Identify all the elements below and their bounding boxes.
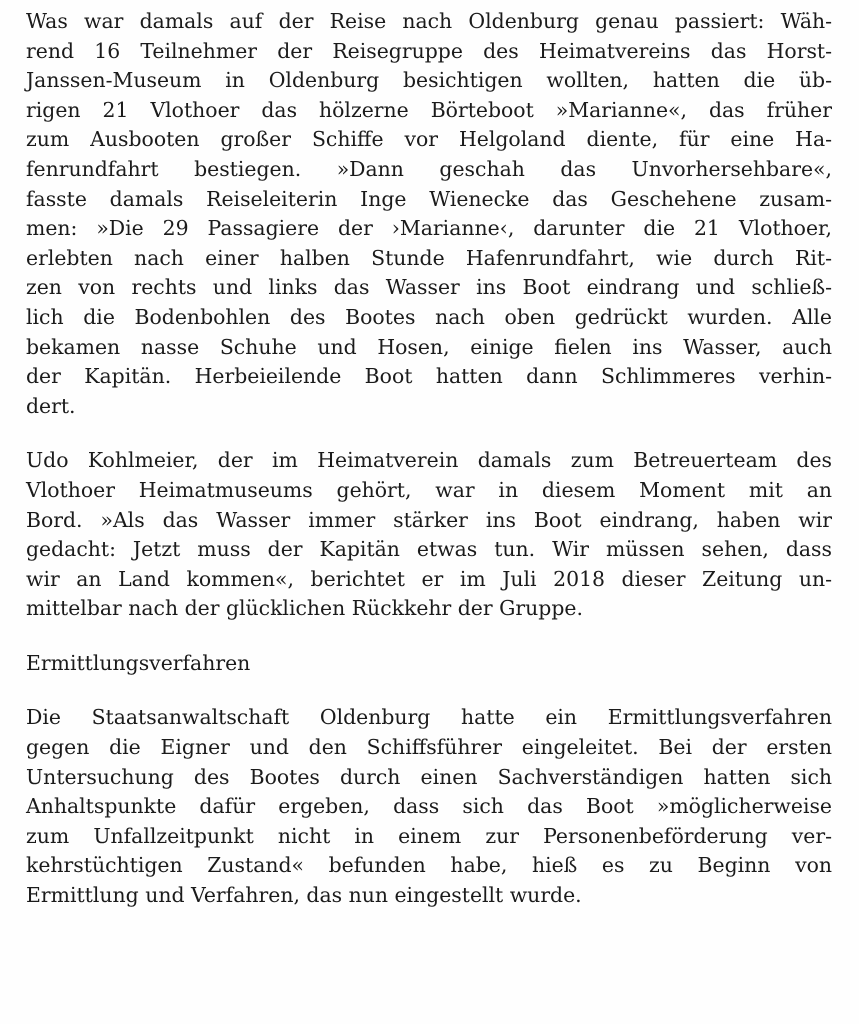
article-text: [26, 7, 832, 936]
text-line: zum Unfallzeitpunkt nicht in einem zur Personenbeförderung ver-: [26, 823, 832, 848]
text-line: gedacht: Jetzt muss der Kapitän etwas tun. Wir müssen sehen, dass: [26, 537, 832, 562]
paragraph-3: [26, 703, 832, 910]
text-line: rigen 21 Vlothoer das hölzerne Börteboot »Marianne«, das früher: [26, 97, 832, 122]
text-line: dert.: [26, 393, 76, 418]
text-line: gegen die Eigner und den Schiffsführer eingeleitet. Bei der ersten: [26, 735, 832, 760]
text-line: mittelbar nach der glücklichen Rückkehr der Gruppe.: [26, 596, 583, 621]
text-line: fasste damals Reiseleiterin Inge Wienecke das Geschehene zusam-: [26, 186, 832, 211]
text-line: zen von rechts und links das Wasser ins Boot eindrang und schließ-: [26, 275, 832, 300]
section-heading-text: Ermittlungsverfahren: [26, 650, 251, 675]
text-line: Udo Kohlmeier, der im Heimatverein damals zum Betreuerteam des: [26, 448, 832, 473]
text-line: Die Staatsanwaltschaft Oldenburg hatte ein Ermittlungsverfahren: [26, 705, 832, 730]
text-line: Vlothoer Heimatmuseums gehört, war in diesem Moment mit an: [26, 477, 832, 502]
paragraph-1: [26, 7, 832, 421]
text-line: bekamen nasse Schuhe und Hosen, einige fielen ins Wasser, auch: [26, 334, 832, 359]
text-line: Anhaltspunkte dafür ergeben, dass sich das Boot »möglicherweise: [26, 794, 832, 819]
text-line: erlebten nach einer halben Stunde Hafenrundfahrt, wie durch Rit-: [26, 245, 832, 270]
text-line: lich die Bodenbohlen des Bootes nach oben gedrückt wurden. Alle: [26, 304, 832, 329]
text-line: Ermittlung und Verfahren, das nun eingestellt wurde.: [26, 883, 582, 908]
text-line: der Kapitän. Herbeieilende Boot hatten dann Schlimmeres verhin-: [26, 364, 832, 389]
text-line: Janssen-Museum in Oldenburg besichtigen wollten, hatten die üb-: [26, 68, 832, 93]
text-line: Untersuchung des Bootes durch einen Sachverständigen hatten sich: [26, 764, 832, 789]
paragraph-2: [26, 446, 832, 624]
text-line: wir an Land kommen«, berichtet er im Juli 2018 dieser Zeitung un-: [26, 566, 832, 591]
text-line: men: »Die 29 Passagiere der ›Marianne‹, darunter die 21 Vlothoer,: [26, 216, 832, 241]
text-line: zum Ausbooten großer Schiffe vor Helgoland diente, für eine Ha-: [26, 127, 832, 152]
text-line: fenrundfahrt bestiegen. »Dann geschah das Unvorhersehbare«,: [26, 156, 832, 181]
text-line: rend 16 Teilnehmer der Reisegruppe des Heimatvereins das Horst-: [26, 38, 832, 63]
text-line: kehrstüchtigen Zustand« befunden habe, hieß es zu Beginn von: [26, 853, 832, 878]
text-line: Bord. »Als das Wasser immer stärker ins Boot eindrang, haben wir: [26, 507, 832, 532]
text-line: Was war damals auf der Reise nach Oldenburg genau passiert: Wäh-: [26, 9, 832, 33]
section-heading: [26, 649, 832, 679]
